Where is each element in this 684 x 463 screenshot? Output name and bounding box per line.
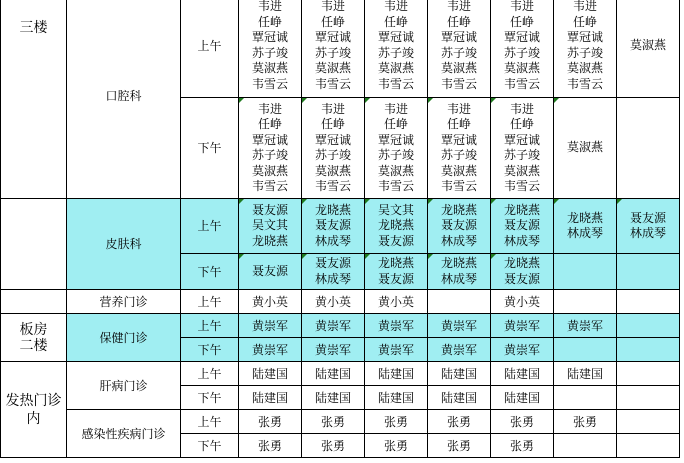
- schedule-cell: 张勇: [365, 410, 428, 434]
- doctor-name: 覃冠诚: [314, 132, 351, 147]
- schedule-cell: [554, 98, 617, 199]
- doctor-name: 龙晓燕: [377, 218, 414, 233]
- schedule-cell: 陆建国: [491, 386, 554, 410]
- doctor-name: 莫淑燕: [440, 163, 477, 178]
- schedule-cell: [617, 199, 680, 254]
- schedule-cell: [617, 254, 680, 290]
- doctor-name: 韦雪云: [440, 76, 477, 91]
- schedule-cell: [428, 254, 491, 290]
- schedule-cell: 张勇: [491, 410, 554, 434]
- schedule-cell: 陆建国: [239, 362, 302, 386]
- doctor-name: 龙晓燕: [314, 202, 351, 217]
- doctor-name: 林成琴: [629, 226, 666, 240]
- schedule-cell: 黄崇军: [239, 338, 302, 362]
- dept-derm: 皮肤科: [67, 199, 181, 290]
- doctor-name: 任峥: [257, 14, 282, 29]
- schedule-cell: 张勇: [428, 434, 491, 458]
- schedule-cell: [617, 410, 680, 434]
- doctor-name: 聂友源: [629, 210, 666, 225]
- doctor-name: 苏子竣: [377, 148, 414, 162]
- doctor-name: 聂友源: [440, 218, 477, 233]
- doctor-name: 莫淑燕: [377, 163, 414, 178]
- period-cell: 上午: [181, 410, 239, 434]
- doctor-name: 韦进: [320, 101, 345, 116]
- schedule-cell: [365, 98, 428, 199]
- schedule-cell: 黄崇军: [302, 338, 365, 362]
- doctor-name: 覃冠诚: [377, 30, 414, 44]
- period-cell: 上午: [181, 0, 239, 98]
- schedule-cell: 陆建国: [302, 362, 365, 386]
- doctor-name: 任峥: [509, 14, 534, 29]
- doctor-name: 韦雪云: [251, 179, 288, 193]
- doctor-name: 莫淑燕: [503, 163, 540, 178]
- doctor-name: 林成琴: [314, 233, 351, 248]
- doctor-name: 韦雪云: [251, 76, 288, 91]
- doctor-name: 聂友源: [251, 263, 288, 278]
- schedule-cell: 黄崇军: [491, 314, 554, 338]
- schedule-cell: [365, 0, 428, 98]
- doctor-name: 聂友源: [251, 202, 288, 217]
- schedule-cell: 陆建国: [554, 362, 617, 386]
- schedule-cell: 陆建国: [428, 386, 491, 410]
- doctor-name: 韦进: [383, 101, 408, 116]
- period-cell: 下午: [181, 98, 239, 199]
- table-row: [1, 0, 680, 98]
- doctor-name: 韦雪云: [566, 76, 603, 91]
- doctor-name: 覃冠诚: [503, 132, 540, 147]
- dept-health: 保健门诊: [67, 314, 181, 362]
- doctor-name: 任峥: [383, 117, 408, 131]
- schedule-cell: 陆建国: [302, 386, 365, 410]
- doctor-name: 林成琴: [503, 233, 540, 248]
- doctor-name: 覃冠诚: [440, 132, 477, 147]
- schedule-cell: [491, 0, 554, 98]
- schedule-cell: [554, 290, 617, 314]
- doctor-name: 任峥: [383, 14, 408, 29]
- schedule-cell: [302, 98, 365, 199]
- doctor-name: 韦进: [509, 101, 534, 116]
- schedule-cell: 张勇: [302, 410, 365, 434]
- doctor-name: 韦雪云: [377, 179, 414, 193]
- schedule-cell: 陆建国: [365, 386, 428, 410]
- schedule-cell: 黄崇军: [428, 314, 491, 338]
- doctor-name: 韦雪云: [503, 76, 540, 91]
- period-cell: 下午: [181, 434, 239, 458]
- doctor-name: 苏子竣: [377, 45, 414, 60]
- schedule-cell: [617, 362, 680, 386]
- doctor-name: 聂友源: [377, 233, 414, 248]
- schedule-cell: [617, 98, 680, 199]
- doctor-name: 莫淑燕: [503, 61, 540, 75]
- schedule-cell: 张勇: [554, 410, 617, 434]
- schedule-cell: 黄小英: [491, 290, 554, 314]
- schedule-cell: 张勇: [239, 434, 302, 458]
- schedule-cell: 张勇: [239, 410, 302, 434]
- schedule-cell: [491, 98, 554, 199]
- doctor-name: 韦进: [383, 0, 408, 13]
- doctor-name: 莫淑燕: [314, 163, 351, 178]
- schedule-cell: [554, 434, 617, 458]
- doctor-name: 莫淑燕: [566, 140, 603, 155]
- schedule-cell: [239, 98, 302, 199]
- schedule-cell: [302, 199, 365, 254]
- period-cell: 上午: [181, 290, 239, 314]
- floor-label-third-end: [1, 290, 67, 314]
- doctor-name: 苏子竣: [503, 45, 540, 60]
- schedule-cell: 张勇: [491, 434, 554, 458]
- doctor-name: 苏子竣: [503, 148, 540, 162]
- doctor-name: 苏子竣: [251, 45, 288, 60]
- schedule-cell: 张勇: [365, 434, 428, 458]
- schedule-cell: [617, 386, 680, 410]
- schedule-cell: 黄崇军: [428, 338, 491, 362]
- doctor-name: 韦雪云: [377, 76, 414, 91]
- doctor-name: 聂友源: [314, 218, 351, 233]
- doctor-name: 龙晓燕: [503, 202, 540, 217]
- schedule-cell: [491, 199, 554, 254]
- doctor-name: 莫淑燕: [251, 61, 288, 75]
- doctor-name: 韦进: [446, 0, 471, 13]
- schedule-cell: [365, 254, 428, 290]
- doctor-name: 韦雪云: [314, 76, 351, 91]
- doctor-name: 吴文其: [251, 218, 288, 233]
- schedule-cell: [617, 314, 680, 338]
- schedule-cell: [365, 199, 428, 254]
- schedule-cell: 张勇: [428, 410, 491, 434]
- doctor-name: 任峥: [257, 117, 282, 131]
- doctor-name: 莫淑燕: [377, 61, 414, 75]
- doctor-name: 龙晓燕: [440, 202, 477, 217]
- doctor-name: 韦雪云: [503, 179, 540, 193]
- schedule-cell: [428, 98, 491, 199]
- doctor-name: 龙晓燕: [377, 256, 414, 270]
- schedule-cell: [554, 254, 617, 290]
- doctor-name: 苏子竣: [251, 148, 288, 162]
- table-row: [1, 410, 680, 434]
- doctor-name: 莫淑燕: [251, 163, 288, 178]
- doctor-name: 聂友源: [503, 271, 540, 286]
- doctor-name: 韦进: [572, 0, 597, 13]
- period-cell: 上午: [181, 199, 239, 254]
- schedule-cell: [554, 338, 617, 362]
- floor-label-third: 三楼: [1, 0, 67, 199]
- schedule-cell: 黄崇军: [302, 314, 365, 338]
- schedule-cell: [617, 0, 680, 98]
- schedule-cell: 陆建国: [239, 386, 302, 410]
- doctor-name: 莫淑燕: [440, 61, 477, 75]
- table-row: [1, 362, 680, 386]
- floor-label-fever: 发热门诊 内: [1, 362, 67, 458]
- schedule-cell: 陆建国: [428, 362, 491, 386]
- schedule-cell: 张勇: [302, 434, 365, 458]
- schedule-cell: [428, 199, 491, 254]
- doctor-name: 韦雪云: [440, 179, 477, 193]
- floor-label-bungalow: 板房 二楼: [1, 314, 67, 362]
- schedule-cell: [617, 434, 680, 458]
- doctor-name: 韦进: [509, 0, 534, 13]
- doctor-name: 林成琴: [566, 226, 603, 240]
- doctor-name: 任峥: [509, 117, 534, 131]
- table-row: [1, 199, 680, 254]
- schedule-cell: [491, 254, 554, 290]
- schedule-cell: 黄小英: [365, 290, 428, 314]
- doctor-name: 龙晓燕: [440, 256, 477, 270]
- period-cell: 下午: [181, 386, 239, 410]
- doctor-name: 龙晓燕: [566, 210, 603, 225]
- doctor-name: 覃冠诚: [251, 30, 288, 44]
- schedule-cell: [239, 199, 302, 254]
- doctor-name: 聂友源: [377, 271, 414, 286]
- doctor-name: 任峥: [320, 117, 345, 131]
- doctor-name: 苏子竣: [566, 45, 603, 60]
- doctor-name: 苏子竣: [440, 148, 477, 162]
- dept-infect: 感染性疾病门诊: [67, 410, 181, 458]
- doctor-name: 苏子竣: [314, 148, 351, 162]
- schedule-cell: [428, 0, 491, 98]
- doctor-name: 覃冠诚: [377, 132, 414, 147]
- dept-nutrition: 营养门诊: [67, 290, 181, 314]
- doctor-name: 任峥: [446, 14, 471, 29]
- period-cell: 上午: [181, 362, 239, 386]
- doctor-name: 林成琴: [440, 271, 477, 286]
- floor-label-third-cont: [1, 199, 67, 290]
- period-cell: 上午: [181, 314, 239, 338]
- dept-liver: 肝病门诊: [67, 362, 181, 410]
- schedule-cell: [554, 199, 617, 254]
- doctor-name: 苏子竣: [314, 45, 351, 60]
- doctor-name: 韦进: [257, 101, 282, 116]
- schedule-cell: 陆建国: [365, 362, 428, 386]
- doctor-name: 覃冠诚: [440, 30, 477, 44]
- doctor-name: 林成琴: [314, 271, 351, 286]
- schedule-cell: [617, 338, 680, 362]
- doctor-name: 任峥: [572, 14, 597, 29]
- doctor-name: 覃冠诚: [503, 30, 540, 44]
- schedule-cell: 黄崇军: [365, 314, 428, 338]
- period-cell: 下午: [181, 338, 239, 362]
- schedule-cell: 陆建国: [491, 362, 554, 386]
- schedule-cell: [554, 386, 617, 410]
- doctor-name: 任峥: [320, 14, 345, 29]
- doctor-name: 莫淑燕: [314, 61, 351, 75]
- doctor-name: 苏子竣: [440, 45, 477, 60]
- schedule-cell: 黄崇军: [491, 338, 554, 362]
- doctor-name: 覃冠诚: [251, 132, 288, 147]
- dept-oral: 口腔科: [67, 0, 181, 199]
- doctor-name: 吴文其: [377, 202, 414, 217]
- schedule-cell: [554, 0, 617, 98]
- doctor-name: 韦进: [446, 101, 471, 116]
- schedule-cell: 黄崇军: [554, 314, 617, 338]
- doctor-name: 莫淑燕: [629, 37, 666, 52]
- schedule-cell: [617, 290, 680, 314]
- doctor-name: 覃冠诚: [566, 30, 603, 44]
- doctor-name: 韦进: [320, 0, 345, 13]
- doctor-name: 龙晓燕: [503, 256, 540, 270]
- doctor-name: 林成琴: [440, 233, 477, 248]
- schedule-cell: 黄崇军: [365, 338, 428, 362]
- doctor-name: 莫淑燕: [566, 61, 603, 75]
- doctor-name: 韦进: [257, 0, 282, 13]
- schedule-cell: [302, 0, 365, 98]
- doctor-name: 韦雪云: [314, 179, 351, 193]
- schedule-cell: [239, 0, 302, 98]
- schedule-cell: [239, 254, 302, 290]
- schedule-cell: [302, 254, 365, 290]
- doctor-name: 龙晓燕: [251, 233, 288, 248]
- doctor-name: 聂友源: [503, 218, 540, 233]
- period-cell: 下午: [181, 254, 239, 290]
- doctor-name: 任峥: [446, 117, 471, 131]
- table-row: [1, 290, 680, 314]
- doctor-name: 覃冠诚: [314, 30, 351, 44]
- doctor-name: 聂友源: [314, 256, 351, 270]
- schedule-cell: 黄小英: [302, 290, 365, 314]
- schedule-cell: [428, 290, 491, 314]
- table-row: [1, 314, 680, 338]
- schedule-cell: 黄小英: [239, 290, 302, 314]
- schedule-cell: 黄崇军: [239, 314, 302, 338]
